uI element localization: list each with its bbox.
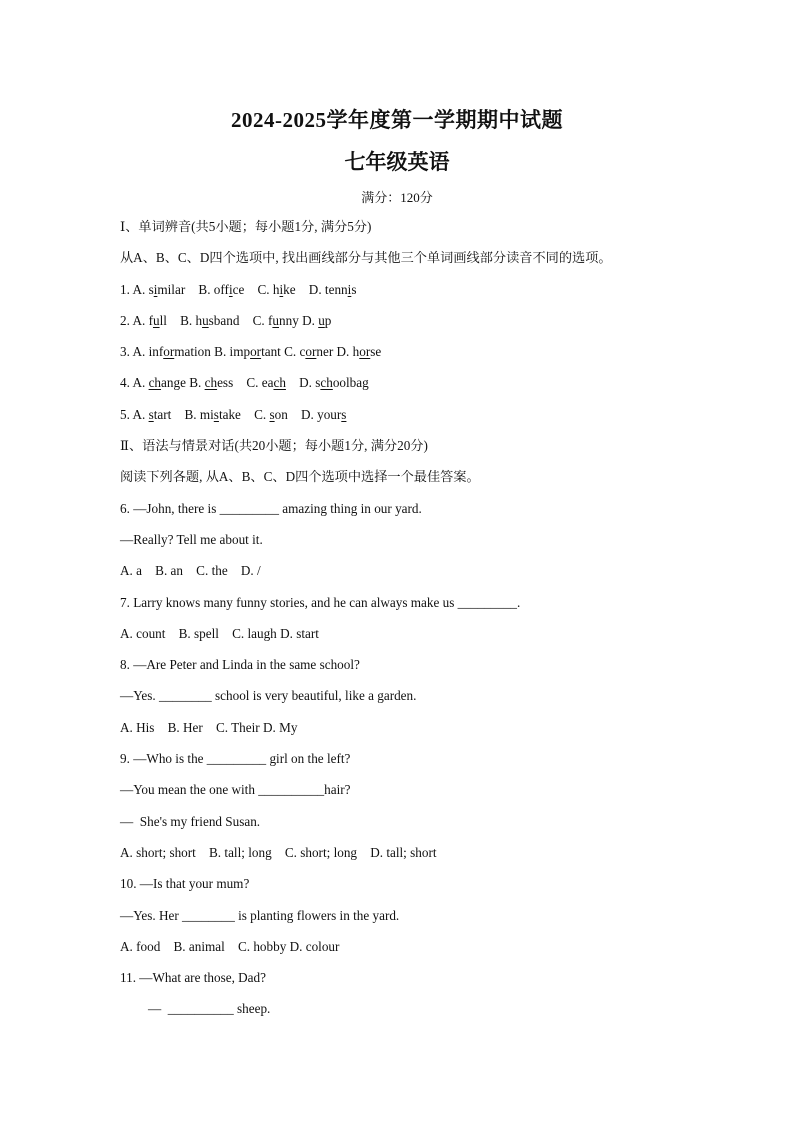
line-text: tant C. c (261, 344, 306, 360)
exam-line (120, 498, 760, 529)
line-text: A. His B. Her C. Their D. My (120, 719, 298, 735)
line-text: 11. —What are those, Dad? (120, 970, 266, 986)
line-text: 从A、B、C、D四个选项中, 找出画线部分与其他三个单词画线部分读音不同的选项。 (120, 250, 612, 266)
underlined-letters: u (202, 312, 209, 328)
line-text: 5. A. (120, 406, 149, 422)
underlined-letters: s (213, 406, 219, 422)
exam-line (120, 873, 760, 904)
exam-line (120, 435, 760, 466)
exam-line (120, 967, 760, 998)
exam-line (120, 748, 760, 779)
exam-subtitle: 七年级英语 (344, 150, 450, 174)
exam-body (120, 216, 760, 1030)
line-text: nny D. (279, 312, 319, 328)
line-text: ange B. (161, 375, 205, 391)
line-text: —Yes. ________ school is very beautiful, like a garden. (120, 688, 417, 704)
line-text: A. count B. spell C. laugh D. start (120, 625, 319, 641)
line-text: ke D. tenn (283, 281, 348, 297)
exam-line (120, 592, 760, 623)
line-text: ce C. h (232, 281, 280, 297)
line-text: A. food B. animal C. hobby D. colour (120, 938, 340, 954)
underlined-letters: or (305, 344, 317, 360)
line-text: 8. —Are Peter and Linda in the same school? (120, 657, 360, 673)
underlined-letters: ch (148, 375, 162, 391)
line-text: 2. A. f (120, 312, 153, 328)
exam-line (120, 404, 760, 435)
line-text: —You mean the one with __________hair? (120, 782, 351, 798)
exam-line (120, 779, 760, 810)
line-text: —Yes. Her ________ is planting flowers in the yard. (120, 907, 400, 923)
line-text: 7. Larry knows many funny stories, and he can always make us _________. (120, 594, 521, 610)
underlined-letters: ch (320, 375, 333, 391)
line-text: se (370, 344, 382, 360)
line-text: sband C. f (208, 312, 273, 328)
line-text: 3. A. inf (120, 344, 164, 360)
line-text: — __________ sheep. (148, 1001, 271, 1017)
underlined-letters: or (359, 344, 371, 360)
exam-line (120, 905, 760, 936)
line-text: take C. (218, 406, 270, 422)
exam-line (120, 998, 760, 1029)
exam-line (120, 685, 760, 716)
exam-line (120, 717, 760, 748)
line-text: ess C. ea (217, 375, 274, 391)
underlined-letters: i (153, 281, 158, 297)
exam-line (120, 811, 760, 842)
exam-line (120, 341, 760, 372)
line-text: A. a B. an C. the D. / (120, 563, 261, 579)
line-text: 6. —John, there is _________ amazing thing in our yard. (120, 500, 422, 516)
line-text: 10. —Is that your mum? (120, 876, 250, 892)
underlined-letters: s (341, 406, 347, 422)
line-text: 阅读下列各题, 从A、B、C、D四个选项中选择一个最佳答案。 (120, 469, 480, 485)
line-text: Ⅰ、单词辨音(共5小题；每小题1分, 满分5分) (120, 219, 372, 234)
exam-line (120, 466, 760, 497)
exam-line (120, 623, 760, 654)
exam-line (120, 654, 760, 685)
underlined-letters: i (279, 281, 284, 297)
line-text: 4. A. (120, 375, 149, 391)
exam-line (120, 372, 760, 403)
line-text: oolbag (332, 375, 369, 391)
line-text: milar B. off (157, 281, 229, 297)
exam-line (120, 560, 760, 591)
line-text: 9. —Who is the _________ girl on the left? (120, 751, 351, 767)
exam-line (120, 529, 760, 560)
line-text: Ⅱ、语法与情景对话(共20小题；每小题1分, 满分20分) (120, 438, 428, 454)
exam-line (120, 216, 760, 247)
underlined-letters: s (269, 406, 275, 422)
exam-line (120, 279, 760, 310)
underlined-letters: s (148, 406, 154, 422)
underlined-letters: u (152, 312, 160, 328)
underlined-letters: or (163, 344, 175, 360)
line-text: p (324, 312, 332, 328)
line-text: A. short; short B. tall; long C. short; long D. tall; short (120, 844, 437, 860)
underlined-letters: ch (273, 375, 286, 391)
exam-title: 2024-2025学年度第一学期期中试题 (231, 108, 563, 132)
line-text: tart B. mi (153, 406, 214, 422)
exam-line (120, 842, 760, 873)
line-text: ner D. h (316, 344, 360, 360)
underlined-letters: u (318, 312, 325, 328)
exam-line (120, 936, 760, 967)
line-text: mation B. imp (174, 344, 251, 360)
underlined-letters: i (347, 281, 352, 297)
total-score: 满分：120分 (361, 190, 433, 205)
exam-line (120, 247, 760, 278)
underlined-letters: or (250, 344, 262, 360)
line-text: on D. your (274, 406, 342, 422)
line-text: — She's my friend Susan. (120, 813, 261, 829)
line-text: —Really? Tell me about it. (120, 531, 263, 547)
underlined-letters: i (228, 281, 233, 297)
line-text: D. s (285, 375, 321, 391)
exam-line (120, 310, 760, 341)
line-text: 1. A. s (120, 281, 154, 297)
underlined-letters: ch (204, 375, 218, 391)
line-text: s (351, 281, 357, 297)
line-text: ll B. h (159, 312, 203, 328)
underlined-letters: u (272, 312, 279, 328)
